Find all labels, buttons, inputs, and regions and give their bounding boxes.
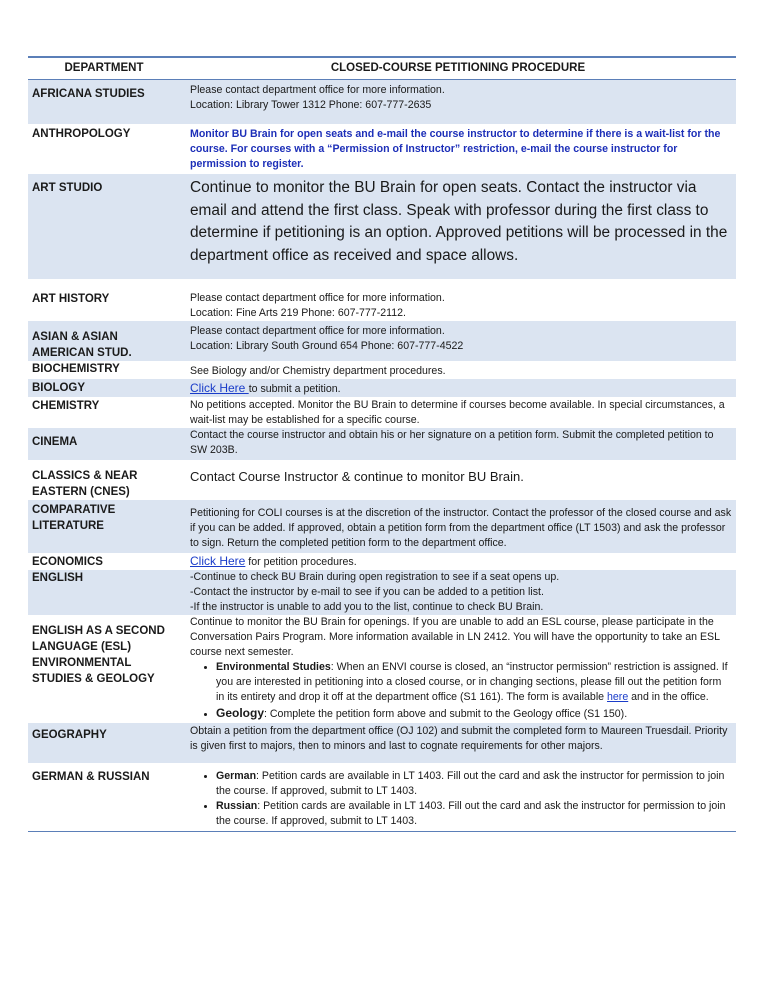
dept-art-studio: ART STUDIO bbox=[28, 174, 180, 279]
table-row bbox=[28, 80, 736, 125]
biochemistry-text: See Biology and/or Chemistry department procedures. bbox=[190, 365, 446, 377]
english-line3: -If the instructor is unable to add you to the list, continue to check BU Brain. bbox=[190, 601, 544, 613]
dept-anthropology: ANTHROPOLOGY bbox=[32, 128, 131, 140]
dept-art-history: ART HISTORY bbox=[32, 293, 110, 305]
table-row bbox=[28, 279, 736, 321]
german-list bbox=[190, 769, 732, 829]
procedure-classics bbox=[180, 460, 736, 500]
german-text: : Petition cards are available in LT 1403. Fill out the card and ask the instructor for permission to join the course. If approved, submit to LT 1403. bbox=[216, 770, 725, 797]
anthropology-text: Monitor BU Brain for open seats and e-mail the course instructor to determine if there is a wait-list for the course. For courses with a “Permission of Instructor” restriction, e-mail the course instructor for permission to register. bbox=[190, 128, 721, 170]
russian-text: : Petition cards are available in LT 1403. Fill out the card and ask the instructor for permission to join the course. If approved, submit to LT 1403. bbox=[216, 800, 726, 827]
table-row bbox=[28, 615, 736, 723]
procedure-biology bbox=[180, 379, 736, 397]
art-studio-text: Continue to monitor the BU Brain for open seats. Contact the instructor via email and attend the first class. Speak with professor during the first class to determine if petitioning is an option. Approved petitions will be processed in the department office as received and space allows. bbox=[190, 179, 728, 264]
procedure-geography bbox=[180, 723, 736, 763]
table-row bbox=[28, 570, 736, 615]
table-row bbox=[28, 500, 736, 553]
table-row bbox=[28, 763, 736, 832]
env-studies-label: Environmental Studies bbox=[216, 661, 331, 673]
procedure-comparative bbox=[180, 500, 736, 553]
table-row bbox=[28, 174, 736, 279]
department-header: DEPARTMENT bbox=[28, 57, 180, 80]
german-label: German bbox=[216, 770, 257, 782]
table-row bbox=[28, 379, 736, 397]
chemistry-text: No petitions accepted. Monitor the BU Brain to determine if courses become available. In special circumstances, a wait-list may be established for a specific course. bbox=[190, 399, 725, 426]
biology-text: to submit a petition. bbox=[248, 383, 341, 395]
procedure-asian bbox=[180, 321, 736, 361]
procedure-english bbox=[180, 570, 736, 615]
env-studies-end: and in the office. bbox=[628, 691, 709, 703]
asian-line2: Location: Library South Ground 654 Phone: 607-777-4522 bbox=[190, 340, 464, 352]
procedure-esl-environmental bbox=[180, 615, 736, 723]
biology-click-here-link[interactable]: Click Here bbox=[190, 381, 249, 395]
dept-africana: AFRICANA STUDIES bbox=[28, 80, 180, 125]
classics-text: Contact Course Instructor & continue to monitor BU Brain. bbox=[190, 469, 524, 484]
dept-classics: CLASSICS & NEAR EASTERN (CNES) bbox=[32, 470, 138, 498]
petitioning-table bbox=[28, 56, 736, 832]
env-studies-text: : When an ENVI course is closed, an “instructor permission” restriction is assigned. If you are interested in petitioning into a closed course, or in changing sections, please fill out the petition form in its entirety and drop it off at the department office (S1 161). The form is available bbox=[216, 661, 728, 703]
esl-text: Continue to monitor the BU Brain for openings. If you are unable to add an ESL course, please participate in the Conversation Pairs Program. More information available in LN 2412. You will have the opportunity to take an ESL course next semester. bbox=[190, 616, 720, 658]
procedure-economics bbox=[180, 553, 736, 570]
procedure-africana bbox=[180, 80, 736, 125]
table-row bbox=[28, 321, 736, 361]
dept-biology: BIOLOGY bbox=[28, 379, 180, 397]
procedure-anthropology bbox=[180, 124, 736, 174]
comparative-text: Petitioning for COLI courses is at the discretion of the instructor. Contact the professor of the closed course and ask if you can be added. If approved, obtain a petition form from the department office (LT 1503) and ask the professor to sign. Return the completed petition form to the department office. bbox=[190, 507, 732, 549]
table-row bbox=[28, 723, 736, 763]
procedure-art-studio bbox=[180, 174, 736, 279]
table-row bbox=[28, 361, 736, 379]
russian-label: Russian bbox=[216, 800, 258, 812]
table-row bbox=[28, 428, 736, 460]
dept-cinema: CINEMA bbox=[28, 428, 180, 460]
art-history-line1: Please contact department office for more information. bbox=[190, 292, 445, 304]
procedure-biochemistry bbox=[180, 361, 736, 379]
env-form-here-link[interactable]: here bbox=[607, 691, 629, 703]
asian-line1: Please contact department office for more information. bbox=[190, 325, 445, 337]
economics-click-here-link[interactable]: Click Here bbox=[190, 554, 246, 568]
procedure-art-history bbox=[180, 279, 736, 321]
english-line1: -Continue to check BU Brain during open registration to see if a seat opens up. bbox=[190, 571, 560, 583]
table-row bbox=[28, 124, 736, 174]
list-item bbox=[216, 705, 732, 723]
procedure-header: CLOSED-COURSE PETITIONING PROCEDURE bbox=[180, 57, 736, 80]
geology-text: : Complete the petition form above and submit to the Geology office (S1 150). bbox=[264, 708, 628, 720]
procedure-chemistry bbox=[180, 397, 736, 428]
cinema-text: Contact the course instructor and obtain his or her signature on a petition form. Submit the completed petition to SW 203B. bbox=[190, 429, 714, 456]
economics-text: for petition procedures. bbox=[245, 556, 357, 568]
dept-german: GERMAN & RUSSIAN bbox=[28, 763, 180, 832]
dept-asian: ASIAN & ASIAN AMERICAN STUD. bbox=[28, 321, 180, 361]
table-header-row bbox=[28, 57, 736, 80]
procedure-cinema bbox=[180, 428, 736, 460]
africana-line2: Location: Library Tower 1312 Phone: 607-777-2635 bbox=[190, 99, 432, 111]
table-row bbox=[28, 460, 736, 500]
dept-chemistry: CHEMISTRY bbox=[32, 400, 100, 412]
geology-label: Geology bbox=[216, 706, 265, 720]
africana-line1: Please contact department office for more information. bbox=[190, 84, 445, 96]
dept-comparative: COMPARATIVE LITERATURE bbox=[28, 500, 180, 553]
dept-biochemistry: BIOCHEMISTRY bbox=[32, 363, 120, 375]
list-item bbox=[216, 769, 732, 799]
dept-geography: GEOGRAPHY bbox=[28, 723, 180, 763]
dept-english: ENGLISH bbox=[28, 570, 180, 615]
dept-esl: ENGLISH AS A SECOND LANGUAGE (ESL) bbox=[32, 625, 165, 653]
list-item bbox=[216, 660, 732, 705]
list-item bbox=[216, 799, 732, 829]
dept-economics: ECONOMICS bbox=[32, 556, 103, 568]
dept-esl-environmental bbox=[28, 615, 180, 723]
environmental-list bbox=[190, 660, 732, 723]
english-line2: -Contact the instructor by e-mail to see if you can be added to a petition list. bbox=[190, 586, 544, 598]
table-row bbox=[28, 397, 736, 428]
dept-environmental: ENVIRONMENTAL STUDIES & GEOLOGY bbox=[32, 657, 155, 685]
art-history-line2: Location: Fine Arts 219 Phone: 607-777-2112. bbox=[190, 307, 406, 319]
geography-text: Obtain a petition from the department office (OJ 102) and submit the completed form to Maureen Truesdail. Priority is given first to majors, then to minors and last to cognate requirements for other majors. bbox=[190, 725, 728, 752]
procedure-german bbox=[180, 763, 736, 832]
table-row bbox=[28, 553, 736, 570]
